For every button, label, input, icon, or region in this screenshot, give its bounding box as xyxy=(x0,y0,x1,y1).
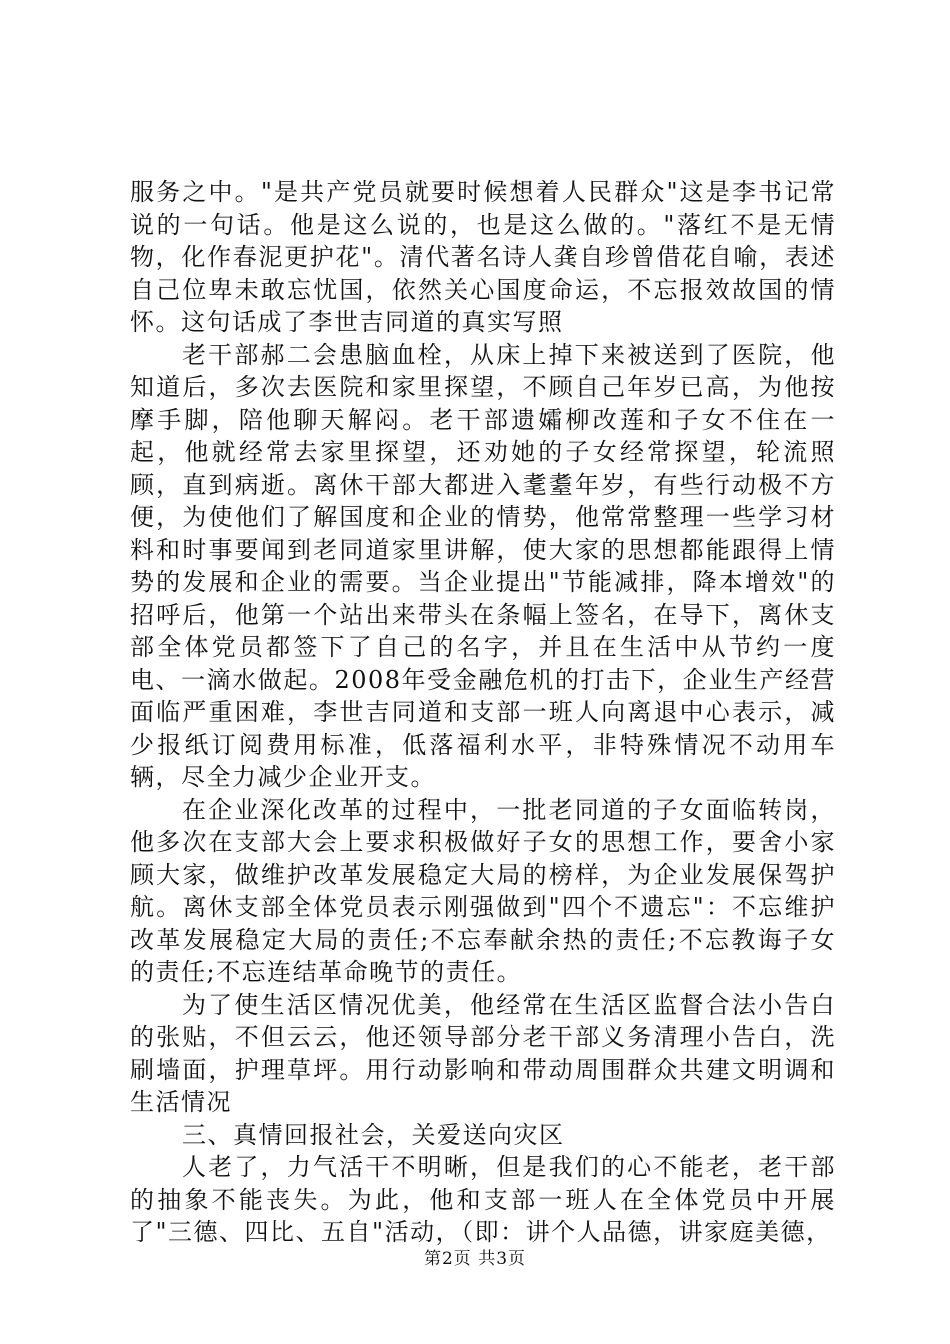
section-heading: 三、真情回报社会，关爱送向灾区 xyxy=(182,1120,565,1149)
paragraph-3: 在企业深化改革的过程中，一批老同道的子女面临转岗，他多次在支部大会上要求积极做好子女的思想工作，要舍小家顾大家，做维护改革发展稳定大局的榜样，为企业发展保驾护航。离休支部全体党员表示刚强做到"四个不遗忘"：不忘维护改革发展稳定大局的责任;不忘奉献余热的责任;不忘教诲子女的责任;不忘连结革命晚节的责任。 xyxy=(130,795,836,986)
paragraph-2: 老干部郝二会患脑血栓，从床上掉下来被送到了医院，他知道后，多次去医院和家里探望，不顾自己年岁已高，为他按摩手脚，陪他聊天解闷。老干部遗孀柳改莲和子女不住在一起，他就经常去家里探望，还劝她的子女经常探望，轮流照顾，直到病逝。离休干部大都进入耄耋年岁，有些行动极不方便，为使他们了解国度和企业的情势，他常常整理一些学习材料和时事要闻到老同道家里讲解，使大家的思想都能跟得上情势的发展和企业的需要。当企业提出"节能减排，降本增效"的招呼后，他第一个站出来带头在条幅上签名，在导下，离休支部全体党员都签下了自己的名字，并且在生活中从节约一度电、一滴水做起。2008年受金融危机的打击下，企业生产经营面临严重困难，李世吉同道和支部一班人向离退中心表示，减少报纸订阅费用标准，低落福利水平，非特殊情况不动用车辆，尽全力减少企业开支。 xyxy=(130,340,836,791)
page-number-footer: 第2页 共3页 xyxy=(423,1249,527,1269)
paragraph-1: 服务之中。"是共产党员就要时候想着人民群众"这是李书记常说的一句话。他是这么说的，也是这么做的。"落红不是无情物，化作春泥更护花"。清代著名诗人龚自珍曾借花自喻，表述自己位卑未敢忘忧国，依然关心国度命运，不忘报效故国的情怀。这句话成了李世吉同道的真实写照 xyxy=(130,178,836,336)
document-body xyxy=(130,176,836,1249)
paragraph-4: 为了使生活区情况优美，他经常在生活区监督合法小告白的张贴，不但云云，他还领导部分老干部义务清理小告白，洗刷墙面，护理草坪。用行动影响和带动周围群众共建文明调和生活情况 xyxy=(130,990,836,1116)
paragraph-5: 人老了，力气活干不明晰，但是我们的心不能老，老干部的抽象不能丧失。为此，他和支部一班人在全体党员中开展了"三德、四比、五自"活动，（即：讲个人品德，讲家庭美德， xyxy=(130,1153,836,1246)
